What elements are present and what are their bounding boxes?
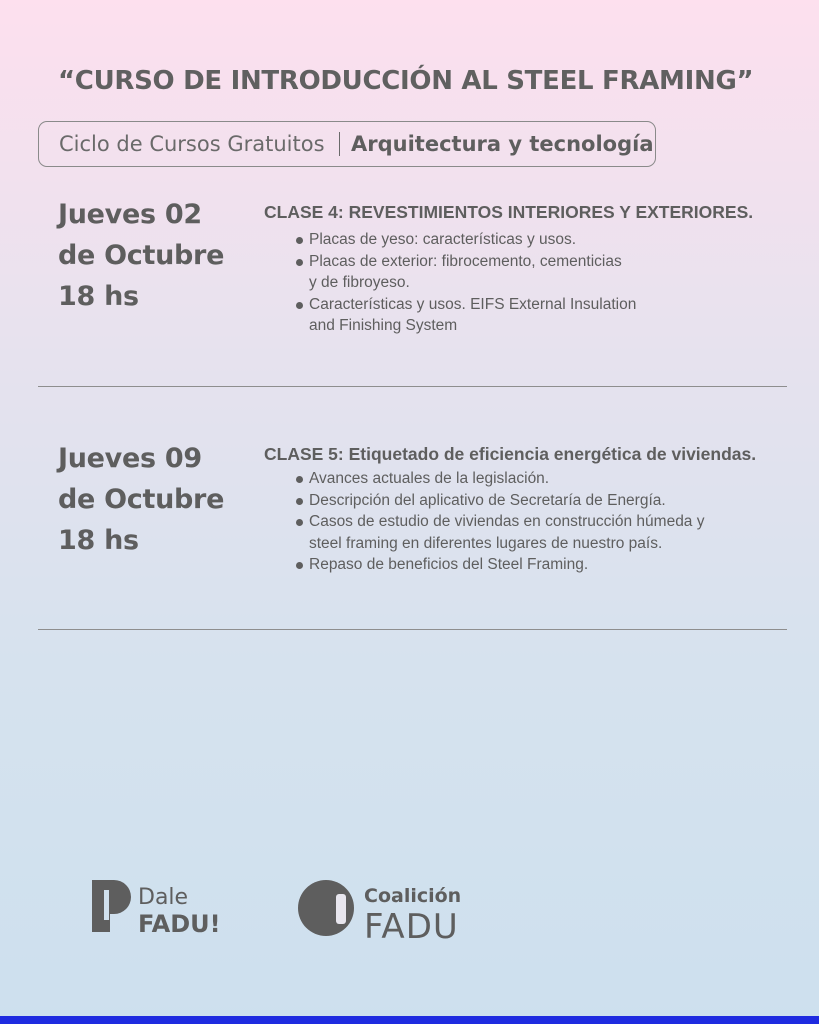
list-item: Repaso de beneficios del Steel Framing. [296, 554, 705, 576]
course-title: “CURSO DE INTRODUCCIÓN AL STEEL FRAMING” [58, 66, 754, 96]
dale-fadu-logo [90, 876, 240, 938]
dale-fadu-mark-icon [92, 880, 131, 932]
bottom-accent-bar [0, 1016, 819, 1024]
session-2-month: de Octubre [58, 484, 225, 515]
session-2-date [58, 438, 224, 561]
pill-separator [339, 132, 341, 156]
list-item: Características y usos. EIFS External Insulation and Finishing System [296, 294, 636, 337]
session-1-class-title: CLASE 4: REVESTIMIENTOS INTERIORES Y EXTERIORES. [264, 202, 754, 222]
coalicion-fadu-mark-icon [298, 880, 354, 936]
dale-fadu-line2: FADU! [138, 910, 221, 938]
session-1-time: 18 hs [58, 281, 139, 312]
dale-fadu-line1: Dale [138, 885, 189, 910]
topic-label: Arquitectura y tecnología [351, 132, 654, 156]
session-1-day: Jueves 02 [58, 199, 202, 230]
course-cycle-pill [38, 121, 656, 167]
list-item: Avances actuales de la legislación. [296, 468, 705, 490]
list-item: Descripción del aplicativo de Secretaría de Energía. [296, 490, 705, 512]
session-2-topics [296, 468, 705, 576]
coalicion-fadu-logo [296, 876, 476, 942]
list-item: Placas de yeso: características y usos. [296, 229, 636, 251]
session-2-time: 18 hs [58, 525, 139, 556]
session-1-month: de Octubre [58, 240, 225, 271]
coalicion-fadu-line1: Coalición [364, 885, 462, 907]
list-item: Casos de estudio de viviendas en construcción húmeda y steel framing en diferentes lugares de nuestro país. [296, 511, 705, 554]
session-1-date [58, 194, 224, 317]
list-item: Placas de exterior: fibrocemento, cementicias y de fibroyeso. [296, 251, 636, 294]
divider [38, 386, 787, 387]
session-2-class-title: CLASE 5: Etiquetado de eficiencia energética de viviendas. [264, 444, 757, 464]
session-1-topics [296, 229, 636, 337]
coalicion-fadu-line2: FADU [364, 907, 459, 942]
cycle-label: Ciclo de Cursos Gratuitos [59, 132, 325, 156]
divider [38, 629, 787, 630]
session-2-day: Jueves 09 [58, 443, 202, 474]
